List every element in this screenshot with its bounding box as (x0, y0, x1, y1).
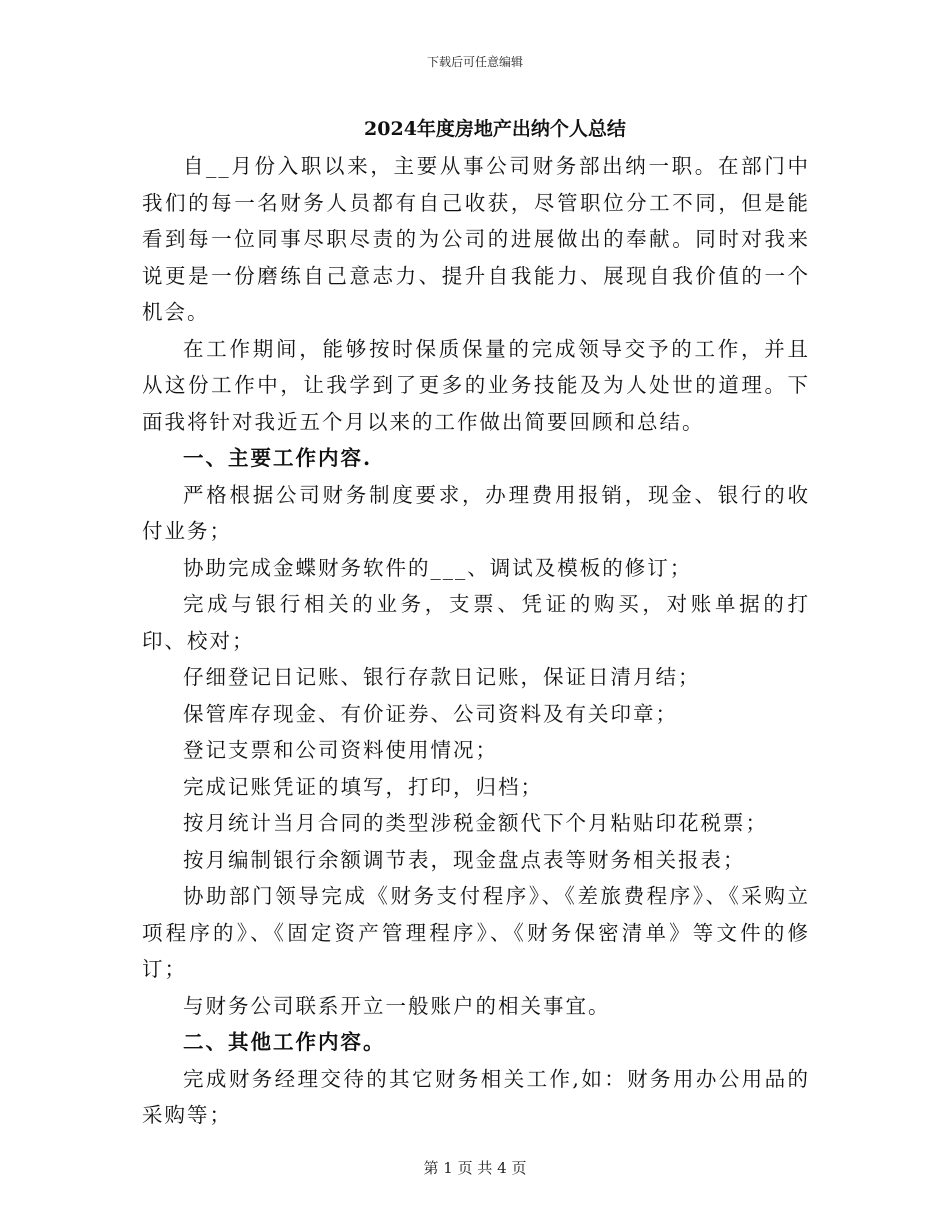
paragraph: 协助部门领导完成《财务支付程序》、《差旅费程序》、《采购立项程序的》、《固定资产管理程序》、《财务保密清单》等文件的修订； (142, 884, 810, 981)
section-heading: 一、主要工作内容. (183, 446, 373, 470)
page-header-note: 下载后可任意编辑 (426, 55, 523, 69)
paragraph: 在工作期间，能够按时保质保量的完成领导交予的工作，并且从这份工作中，让我学到了更多的业务技能及为人处世的道理。下面我将针对我近五个月以来的工作做出简要回顾和总结。 (142, 336, 810, 434)
paragraph: 完成记账凭证的填写，打印，归档； (183, 774, 543, 799)
page-number: 第 1 页 共 4 页 (423, 1159, 527, 1177)
paragraph: 仔细登记日记账、银行存款日记账，保证日清月结； (183, 665, 701, 689)
paragraph: 按月编制银行余额调节表，现金盘点表等财务相关报表； (183, 847, 746, 872)
paragraph: 登记支票和公司资料使用情况； (183, 738, 498, 762)
paragraph: 完成财务经理交待的其它财务相关工作,如：财务用办公用品的采购等； (142, 1066, 810, 1127)
paragraph: 严格根据公司财务制度要求，办理费用报销，现金、银行的收付业务； (142, 482, 810, 543)
paragraph: 按月统计当月合同的类型涉税金额代下个月粘贴印花税票； (183, 811, 768, 835)
paragraph: 协助完成金蝶财务软件的___、调试及模板的修订； (183, 555, 693, 580)
document-title: 2024年度房地产出纳个人总结 (364, 118, 626, 140)
paragraph: 完成与银行相关的业务，支票、凭证的购买，对账单据的打印、校对； (142, 592, 810, 653)
section-heading: 二、其他工作内容。 (183, 1030, 386, 1054)
paragraph: 保管库存现金、有价证券、公司资料及有关印章； (183, 701, 678, 726)
paragraph: 与财务公司联系开立一般账户的相关事宜。 (183, 993, 611, 1018)
document-body (142, 148, 810, 1134)
paragraph: 自__月份入职以来，主要从事公司财务部出纳一职。在部门中我们的每一名财务人员都有自己收获，尽管职位分工不同，但是能看到每一位同事尽职尽责的为公司的进展做出的奉献。同时对我来说更是一份磨练自己意志力、提升自我能力、展现自我价值的一个机会。 (142, 154, 810, 324)
